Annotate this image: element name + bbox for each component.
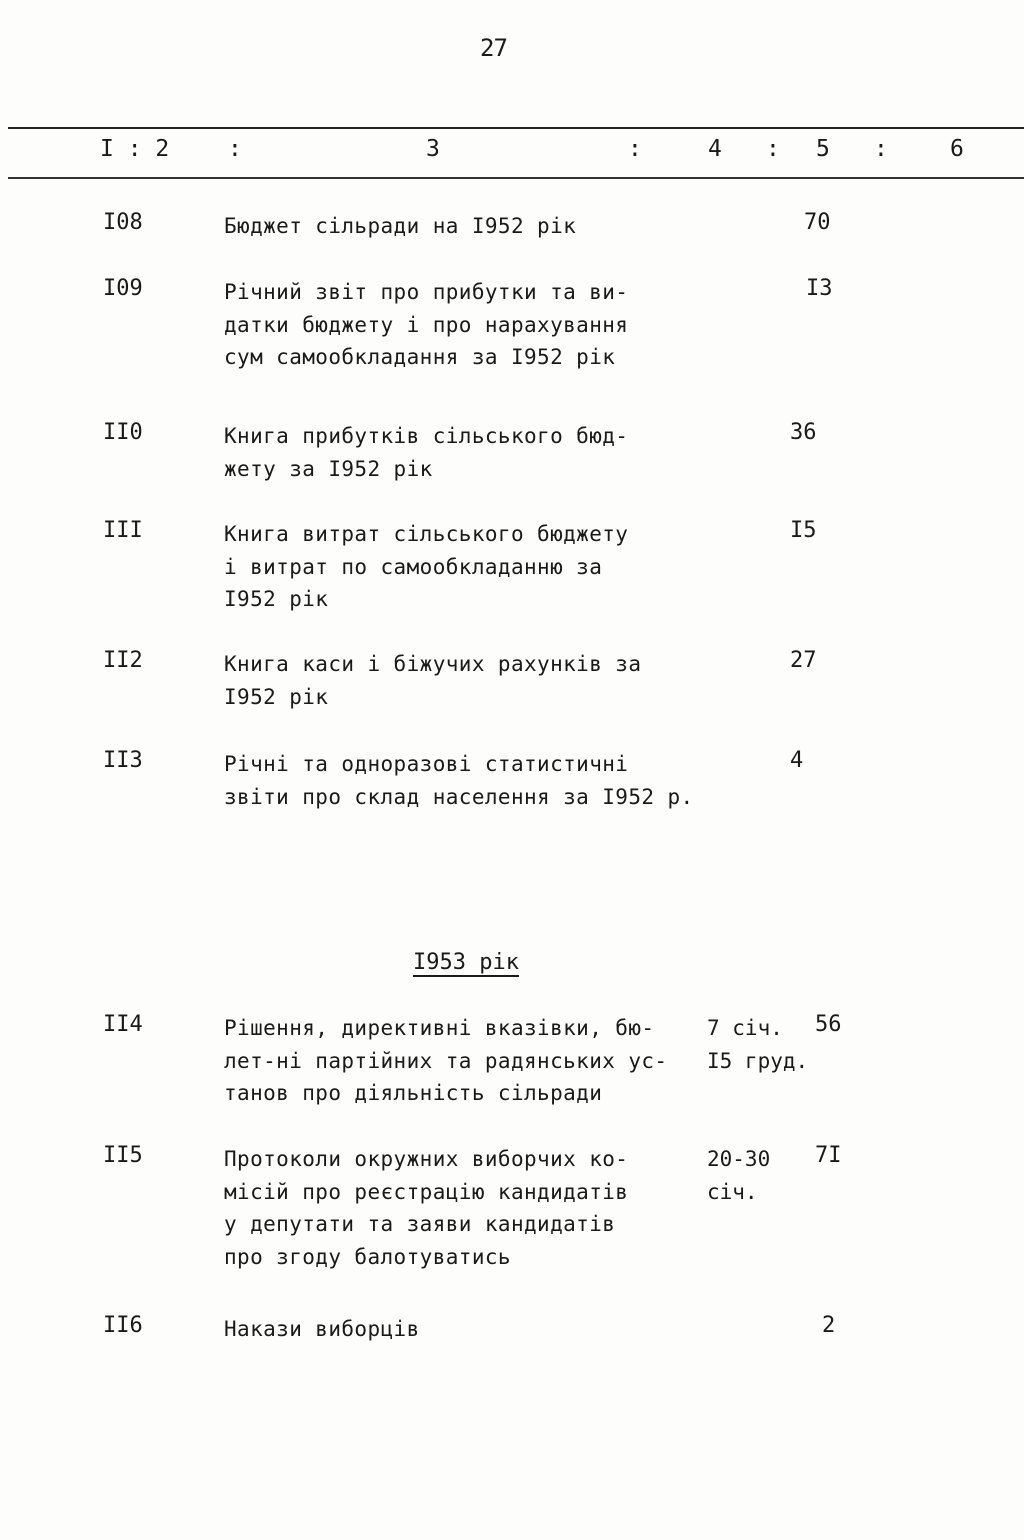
- row-sheets: 27: [790, 648, 817, 673]
- row-title: Книга витрат сільського бюджету і витрат по самообкладанню за I952 рік: [224, 522, 629, 611]
- row-dates: 20-30 січ.: [707, 1147, 771, 1204]
- row-sheets: 7I: [815, 1143, 842, 1168]
- header-sep: :: [874, 136, 888, 162]
- row-sheets: 2: [822, 1313, 836, 1338]
- header-sep: :: [228, 136, 242, 162]
- year-heading: I953 рік: [413, 950, 519, 975]
- header-sep: :: [628, 136, 642, 162]
- row-title: Книга каси і біжучих рахунків за I952 рік: [224, 652, 642, 709]
- row-title: Книга прибутків сільського бюд- жету за I952 рік: [224, 424, 629, 481]
- header-sep: :: [766, 136, 780, 162]
- row-sheets: 70: [804, 210, 831, 235]
- row-number: III: [103, 518, 143, 543]
- row-title: Рішення, директивні вказівки, бю- лет-ні партійних та радянських ус- танов про діяльність сільради: [224, 1016, 668, 1105]
- row-number: I09: [103, 276, 143, 301]
- row-sheets: 56: [815, 1012, 842, 1037]
- header-col-6: 6: [950, 136, 964, 162]
- row-number: II6: [103, 1313, 143, 1338]
- row-sheets: I5: [790, 518, 817, 543]
- row-number: II0: [103, 420, 143, 445]
- row-title: Протоколи окружних виборчих ко- місій про реєстрацію кандидатів у депутати та заяви кандидатів про згоду балотуватись: [224, 1147, 629, 1269]
- header-col-3: 3: [426, 136, 440, 162]
- row-title: Річний звіт про прибутки та ви- датки бюджету і про нарахування сум самообкладання за I952 рік: [224, 280, 629, 369]
- header-col-1-2: I : 2: [100, 136, 170, 162]
- header-col-4: 4: [708, 136, 722, 162]
- row-sheets: 36: [790, 420, 817, 445]
- table-header-rule: [8, 177, 1024, 179]
- row-number: II3: [103, 748, 143, 773]
- table-top-rule: [8, 127, 1024, 129]
- row-title: Бюджет сільради на I952 рік: [224, 214, 577, 238]
- row-title: Річні та одноразові статистичні звіти про склад населення за I952 р.: [224, 752, 694, 809]
- row-dates: 7 січ. I5 груд.: [707, 1016, 809, 1073]
- row-number: II4: [103, 1012, 143, 1037]
- page-number: 27: [480, 34, 507, 62]
- row-number: II5: [103, 1143, 143, 1168]
- row-number: I08: [103, 210, 143, 235]
- row-number: II2: [103, 648, 143, 673]
- header-col-5: 5: [816, 136, 830, 162]
- row-sheets: 4: [790, 748, 804, 773]
- row-sheets: I3: [806, 276, 833, 301]
- row-title: Накази виборців: [224, 1317, 420, 1341]
